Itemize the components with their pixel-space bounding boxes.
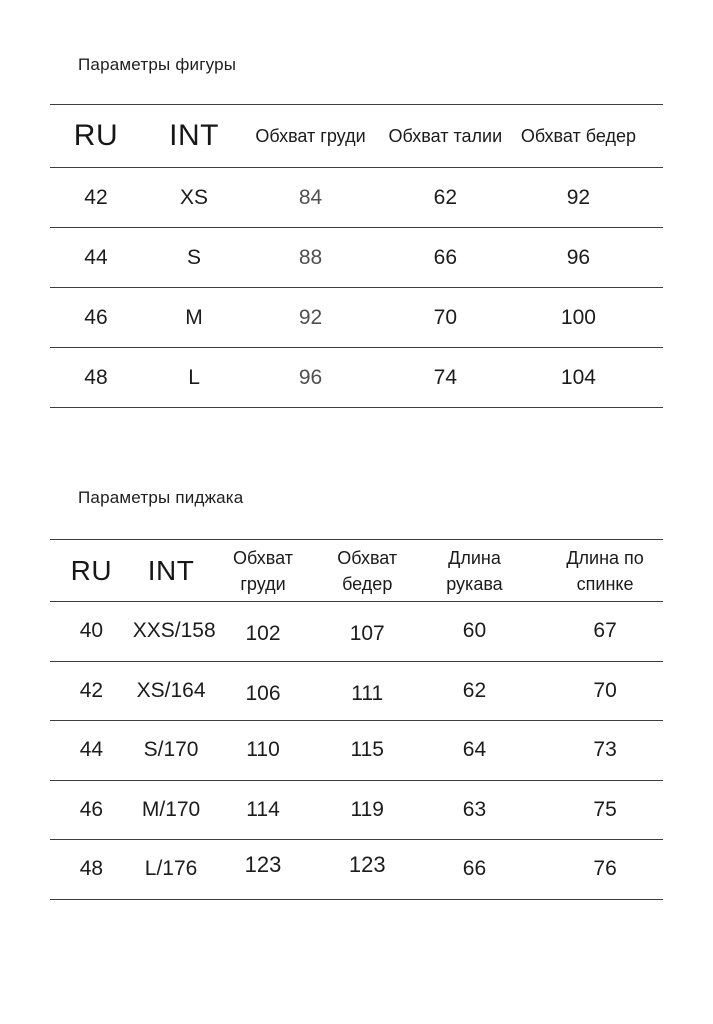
table-cell: 76 <box>531 840 663 900</box>
table-cell: 115 <box>317 721 418 781</box>
jacket-table-title: Параметры пиджака <box>78 488 244 507</box>
table-cell: S/170 <box>133 721 210 781</box>
jacket-col-ru: RU <box>50 540 133 602</box>
table-cell: XS <box>142 168 246 228</box>
table-row <box>50 780 663 840</box>
jacket-size-table <box>50 539 663 900</box>
table-cell: 42 <box>50 168 142 228</box>
figure-col-waist: Обхват талии <box>375 105 516 168</box>
table-cell: 104 <box>516 348 663 408</box>
table-cell: 123 <box>317 836 418 896</box>
table-cell: 48 <box>50 840 133 900</box>
table-cell: 70 <box>375 288 516 348</box>
table-cell: 88 <box>246 228 375 288</box>
table-row <box>50 840 663 900</box>
table-cell: 74 <box>375 348 516 408</box>
table-cell: 67 <box>531 602 663 662</box>
table-cell: 119 <box>317 780 418 840</box>
table-cell: 96 <box>516 228 663 288</box>
table-cell: 64 <box>418 721 531 781</box>
figure-col-hips: Обхват бедер <box>516 105 663 168</box>
jacket-col-sleeve: Длина рукава <box>418 540 531 602</box>
table-cell: 92 <box>516 168 663 228</box>
table-row <box>50 288 663 348</box>
table-cell: XS/164 <box>133 661 210 721</box>
table-cell: L <box>142 348 246 408</box>
jacket-col-int: INT <box>133 540 210 602</box>
table-cell: 62 <box>418 661 531 721</box>
table-cell: 66 <box>375 228 516 288</box>
figure-table-title: Параметры фигуры <box>78 55 237 74</box>
table-cell: 66 <box>418 840 531 900</box>
figure-size-table <box>50 104 663 408</box>
table-row <box>50 721 663 781</box>
table-cell: L/176 <box>133 840 210 900</box>
table-row <box>50 661 663 721</box>
jacket-col-hips: Обхват бедер <box>317 540 418 602</box>
table-cell: 62 <box>375 168 516 228</box>
figure-table-header-row <box>50 105 663 168</box>
table-row <box>50 228 663 288</box>
table-cell: 100 <box>516 288 663 348</box>
figure-col-ru: RU <box>50 105 142 168</box>
table-cell: 96 <box>246 348 375 408</box>
table-cell: 107 <box>317 605 418 665</box>
table-cell: M <box>142 288 246 348</box>
table-cell: 44 <box>50 228 142 288</box>
table-cell: S <box>142 228 246 288</box>
table-cell: 114 <box>209 780 316 840</box>
table-cell: 70 <box>531 661 663 721</box>
table-cell: 84 <box>246 168 375 228</box>
table-cell: 75 <box>531 780 663 840</box>
table-cell: 46 <box>50 288 142 348</box>
table-cell: 110 <box>209 721 316 781</box>
table-cell: 48 <box>50 348 142 408</box>
jacket-table-header-row <box>50 540 663 602</box>
table-cell: XXS/158 <box>133 602 210 662</box>
table-cell: 63 <box>418 780 531 840</box>
table-cell: 111 <box>317 664 418 724</box>
figure-col-chest: Обхват груди <box>246 105 375 168</box>
table-row <box>50 348 663 408</box>
table-cell: 102 <box>209 605 316 665</box>
table-cell: 40 <box>50 602 133 662</box>
table-cell: 46 <box>50 780 133 840</box>
table-row <box>50 602 663 662</box>
table-cell: 73 <box>531 721 663 781</box>
jacket-col-back: Длина по спинке <box>531 540 663 602</box>
figure-col-int: INT <box>142 105 246 168</box>
table-cell: 106 <box>209 664 316 724</box>
jacket-col-chest: Обхват груди <box>209 540 316 602</box>
table-cell: 42 <box>50 661 133 721</box>
table-cell: 60 <box>418 602 531 662</box>
table-cell: M/170 <box>133 780 210 840</box>
table-cell: 123 <box>209 836 316 896</box>
table-cell: 44 <box>50 721 133 781</box>
table-row <box>50 168 663 228</box>
table-cell: 92 <box>246 288 375 348</box>
